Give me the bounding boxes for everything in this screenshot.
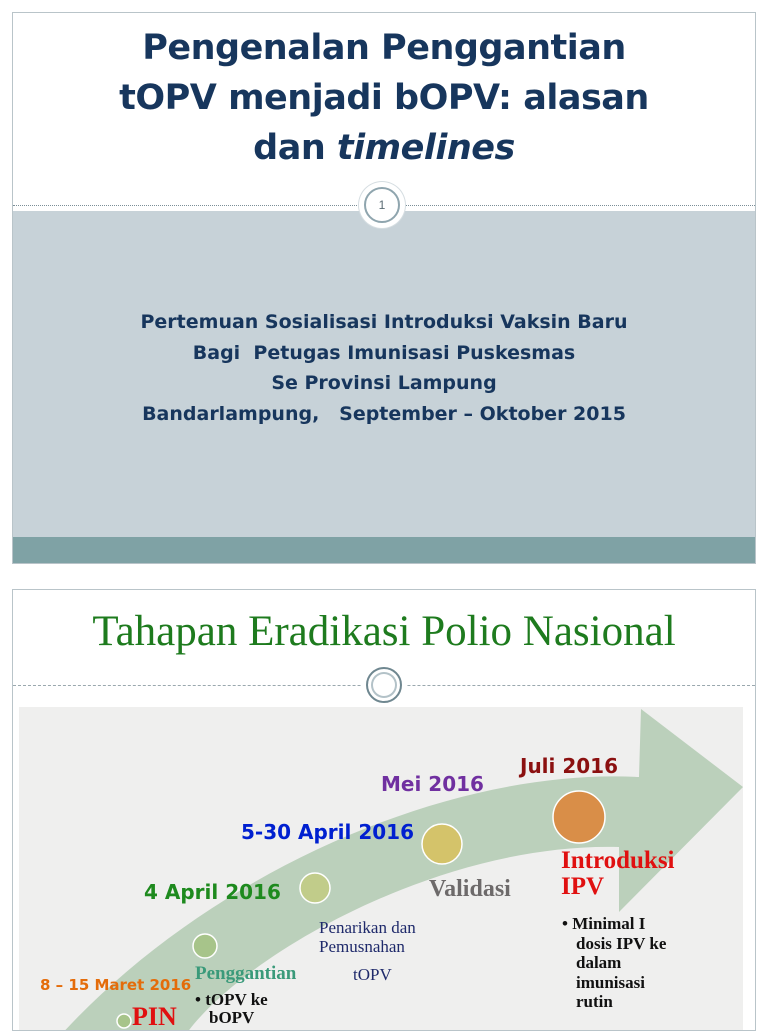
slide-title: Tahapan Eradikasi Polio Nasional — [92, 608, 676, 655]
stage-label-4: Validasi — [429, 876, 511, 902]
stage-5-bullet-line-3: dalam — [576, 953, 622, 972]
stage-label-5 — [561, 848, 675, 900]
subtitle-line-4: Bandarlampung, September – Oktober 2015 — [142, 402, 626, 425]
milestone-dot-3 — [300, 873, 330, 903]
slide-number: 1 — [364, 187, 400, 223]
stage-5-line-2: IPV — [561, 873, 605, 900]
milestone-dot-5 — [553, 791, 605, 843]
stage-label-3 — [319, 918, 416, 956]
stage-5-line-1: Introduksi — [561, 847, 675, 874]
ring-icon — [366, 667, 402, 703]
milestone-dot-4 — [422, 824, 462, 864]
date-label-4: Mei 2016 — [381, 772, 484, 796]
stage-3-line-3: tOPV — [353, 965, 392, 984]
milestone-dot-2 — [193, 934, 217, 958]
slide-number-badge — [359, 182, 405, 228]
bullet-glyph: • — [562, 914, 568, 933]
stage-3-line-1: Penarikan dan — [319, 918, 416, 937]
slide-title — [13, 23, 755, 173]
stage-2-bullet — [195, 991, 268, 1027]
title-line-1: Pengenalan Penggantian — [142, 28, 626, 68]
stage-5-bullet-line-4: imunisasi — [576, 972, 645, 992]
date-label-5: Juli 2016 — [520, 754, 619, 778]
bottom-bar — [13, 537, 755, 563]
stage-5-bullet-line-1: Minimal I — [572, 914, 646, 933]
stage-5-bullet-line-2: dosis IPV ke — [576, 933, 667, 953]
title-line-2: tOPV menjadi bOPV: alasan — [119, 78, 649, 118]
title-line-3-italic: timelines — [336, 128, 515, 168]
subtitle-line-3: Se Provinsi Lampung — [271, 372, 497, 394]
date-label-2: 4 April 2016 — [144, 880, 281, 904]
title-line-3-prefix: dan — [253, 128, 337, 168]
title-line-3 — [13, 123, 755, 173]
bullet-glyph: • — [195, 990, 201, 1009]
subtitle-line-2: Bagi Petugas Imunisasi Puskesmas — [192, 341, 576, 364]
title-slide — [12, 12, 756, 564]
slide-badge — [362, 663, 406, 707]
stage-3-line-2: Pemusnahan — [319, 937, 405, 956]
timeline-slide — [12, 589, 756, 1031]
stage-2-bullet-line-1: tOPV ke — [205, 990, 268, 1009]
stage-5-bullet — [562, 914, 666, 1012]
stage-2-bullet-line-2: bOPV — [209, 1008, 255, 1027]
date-label-1: 8 – 15 Maret 2016 — [40, 976, 192, 994]
date-label-3: 5-30 April 2016 — [241, 820, 415, 844]
stage-label-2: Penggantian — [195, 963, 297, 984]
slide-subtitle — [13, 307, 755, 429]
milestone-dot-1 — [117, 1014, 131, 1028]
stage-5-bullet-line-5: rutin — [576, 992, 613, 1011]
stage-label-1: PIN — [132, 1002, 177, 1031]
subtitle-line-1: Pertemuan Sosialisasi Introduksi Vaksin Baru — [140, 311, 628, 333]
